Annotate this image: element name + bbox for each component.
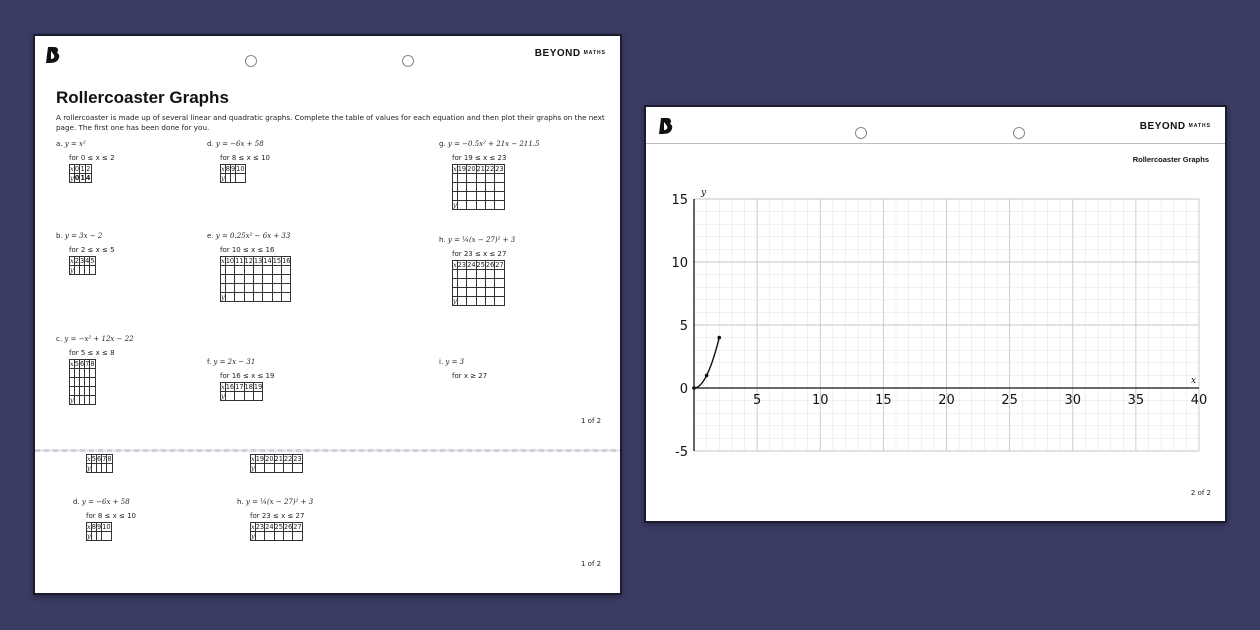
equation-text: y = −0.5x² + 21x − 211.5	[447, 140, 540, 148]
value-cell: 4	[85, 257, 90, 265]
answer-cell: 1	[80, 174, 85, 182]
answer-cell[interactable]	[476, 270, 485, 279]
punch-hole	[402, 55, 414, 67]
domain-range: for 5 ≤ x ≤ 8	[69, 349, 115, 357]
data-point	[692, 386, 696, 390]
problem-label: b.	[56, 232, 65, 240]
table-of-values	[86, 522, 112, 541]
table-row	[87, 464, 113, 473]
value-cell: 12	[244, 257, 253, 265]
y-tick-label: 0	[679, 382, 688, 397]
problem-label: a.	[56, 140, 65, 148]
answer-cell[interactable]	[467, 192, 476, 201]
value-cell: 6	[79, 360, 85, 368]
value-cell: 10	[236, 165, 245, 173]
coordinate-grid-chart	[646, 107, 1225, 521]
answer-cell[interactable]	[283, 464, 292, 473]
equation-text: y = ¼(x − 27)² + 3	[245, 498, 314, 506]
answer-cell[interactable]	[467, 183, 476, 192]
answer-cell[interactable]	[476, 174, 485, 183]
answer-cell[interactable]	[293, 532, 302, 541]
answer-cell[interactable]	[282, 284, 291, 293]
problem-label: e.	[207, 232, 216, 240]
x-tick-label: 40	[1190, 393, 1208, 408]
answer-cell[interactable]	[467, 297, 476, 306]
row-header: y	[453, 201, 457, 209]
problem-equation	[73, 498, 130, 506]
problem-equation	[439, 236, 515, 244]
domain-range: for 0 ≤ x ≤ 2	[69, 154, 115, 162]
y-tick-label: 15	[671, 193, 688, 208]
answer-cell[interactable]	[272, 293, 281, 302]
row-header: x	[453, 261, 457, 269]
equation-text: y = ¼(x − 27)² + 3	[447, 236, 516, 244]
answer-cell[interactable]	[263, 266, 272, 275]
value-cell: 7	[85, 360, 90, 368]
answer-cell[interactable]	[457, 183, 466, 192]
table-row	[221, 257, 291, 266]
row-header: y	[70, 266, 74, 274]
value-cell: 16	[282, 257, 291, 265]
answer-cell[interactable]	[265, 532, 274, 541]
problem-equation	[439, 358, 464, 366]
equation-text: y = −6x + 58	[81, 498, 130, 506]
answer-cell[interactable]	[485, 192, 494, 201]
page-number: 2 of 2	[1190, 489, 1211, 497]
answer-cell[interactable]	[457, 201, 466, 210]
answer-cell[interactable]	[265, 464, 274, 473]
value-cell: 1	[80, 165, 85, 173]
answer-cell[interactable]	[253, 392, 262, 401]
answer-cell[interactable]	[467, 288, 476, 297]
table-row	[70, 396, 96, 405]
answer-cell[interactable]	[476, 288, 485, 297]
value-cell: 27	[293, 523, 302, 531]
answer-cell[interactable]	[263, 284, 272, 293]
answer-cell[interactable]	[495, 297, 504, 306]
answer-cell[interactable]	[467, 270, 476, 279]
y-axis-label: y	[701, 188, 707, 198]
problem-label: f.	[207, 358, 214, 366]
answer-cell[interactable]	[457, 270, 466, 279]
answer-cell[interactable]	[236, 174, 245, 183]
value-cell: 5	[74, 360, 79, 368]
problem-equation	[439, 140, 539, 148]
domain-range: for 8 ≤ x ≤ 10	[86, 512, 136, 520]
table-of-values	[250, 522, 303, 541]
table-row	[453, 279, 505, 288]
equation-text: y = x²	[64, 140, 86, 148]
answer-cell[interactable]	[293, 464, 302, 473]
value-cell: 22	[283, 455, 293, 463]
row-header: x	[453, 165, 457, 173]
table-row	[221, 392, 263, 401]
value-cell: 17	[235, 383, 244, 391]
value-cell: 25	[476, 261, 485, 269]
row-header: x	[221, 257, 225, 265]
answer-cell[interactable]	[457, 174, 466, 183]
answer-cell[interactable]	[102, 532, 111, 541]
row-header: y	[70, 174, 74, 182]
answer-cell[interactable]	[495, 183, 504, 192]
punch-hole	[245, 55, 257, 67]
equation-text: y = 2x − 31	[213, 358, 256, 366]
problem-label: i.	[439, 358, 446, 366]
table-of-values	[452, 164, 505, 210]
answer-cell[interactable]	[485, 201, 494, 210]
domain-range: for 23 ≤ x ≤ 27	[250, 512, 305, 520]
answer-cell[interactable]	[476, 192, 485, 201]
table-row	[70, 266, 96, 275]
row-header: x	[87, 455, 91, 463]
answer-cell: 4	[85, 174, 91, 182]
x-tick-label: 35	[1127, 393, 1145, 408]
table-of-values	[220, 164, 246, 183]
value-cell: 8	[91, 523, 96, 531]
table-of-values	[69, 164, 92, 183]
answer-cell[interactable]	[485, 279, 494, 288]
answer-cell[interactable]	[244, 266, 253, 275]
answer-cell[interactable]	[253, 284, 262, 293]
brand-wordmark: BEYOND MATHS	[1139, 121, 1211, 132]
answer-cell[interactable]	[225, 284, 234, 293]
answer-cell[interactable]	[272, 284, 281, 293]
chart-page-title: Rollercoaster Graphs	[1132, 155, 1209, 164]
answer-cell[interactable]	[467, 279, 476, 288]
answer-cell[interactable]	[495, 174, 504, 183]
x-axis-label: x	[1191, 376, 1197, 386]
equation-text: y = 0.25x² − 6x + 33	[215, 232, 291, 240]
y-tick-label: -5	[675, 445, 688, 460]
answer-cell[interactable]	[457, 279, 466, 288]
table-row	[70, 369, 96, 378]
value-cell: 3	[79, 257, 85, 265]
answer-cell[interactable]	[495, 201, 504, 210]
value-cell: 14	[263, 257, 272, 265]
answer-cell[interactable]	[457, 288, 466, 297]
page-title: Rollercoaster Graphs	[56, 88, 229, 107]
table-row	[251, 455, 303, 464]
value-cell: 19	[253, 383, 263, 391]
y-tick-label: 5	[679, 319, 688, 334]
table-row	[453, 201, 505, 210]
answer-cell[interactable]	[235, 266, 244, 275]
row-header: x	[221, 165, 225, 173]
row-header: y	[453, 297, 457, 305]
value-cell: 23	[495, 165, 504, 173]
table-row	[70, 360, 96, 369]
value-cell: 26	[283, 523, 293, 531]
problem-label: d.	[73, 498, 82, 506]
equation-text: y = −6x + 58	[215, 140, 264, 148]
domain-range: for 2 ≤ x ≤ 5	[69, 246, 115, 254]
answer-cell[interactable]	[90, 378, 95, 387]
answer-cell[interactable]	[244, 392, 253, 401]
value-cell: 23	[293, 455, 302, 463]
value-cell: 20	[265, 455, 274, 463]
y-tick-label: 10	[671, 256, 688, 271]
problem-equation	[56, 335, 134, 343]
answer-cell[interactable]	[282, 293, 291, 302]
table-of-values	[250, 454, 303, 473]
table-row	[453, 165, 505, 174]
problem-equation	[207, 358, 255, 366]
equation-text: y = 3x − 2	[64, 232, 103, 240]
answer-cell[interactable]	[495, 270, 504, 279]
value-cell: 19	[457, 165, 467, 173]
problem-label: h.	[237, 498, 246, 506]
problem-label: c.	[56, 335, 65, 343]
table-row	[221, 293, 291, 302]
answer-cell[interactable]	[253, 266, 262, 275]
answer-cell[interactable]	[253, 293, 262, 302]
answer-cell[interactable]	[225, 266, 234, 275]
domain-range: for 23 ≤ x ≤ 27	[452, 250, 507, 258]
data-point	[705, 374, 709, 378]
x-tick-label: 10	[811, 393, 829, 408]
answer-cell[interactable]	[90, 369, 95, 378]
answer-cell[interactable]	[263, 293, 272, 302]
value-cell: 9	[230, 165, 236, 173]
value-cell: 10	[102, 523, 111, 531]
answer-cell[interactable]	[235, 284, 244, 293]
row-header: y	[221, 174, 225, 182]
answer-cell[interactable]	[495, 279, 504, 288]
table-row	[453, 183, 505, 192]
value-cell: 19	[255, 455, 265, 463]
table-row	[453, 192, 505, 201]
table-row	[221, 383, 263, 392]
table-row	[453, 174, 505, 183]
row-header: x	[251, 455, 255, 463]
value-cell: 8	[107, 455, 112, 463]
answer-cell[interactable]	[485, 270, 494, 279]
table-row	[221, 266, 291, 275]
value-cell: 10	[225, 257, 235, 265]
value-cell: 20	[467, 165, 476, 173]
row-header: y	[221, 293, 225, 301]
instructions: A rollercoaster is made up of several linear and quadratic graphs. Complete the table of values for each equation and then plot their graphs on the next page. The first one has been done for you.	[56, 113, 605, 132]
answer-cell[interactable]	[244, 275, 253, 284]
answer-cell[interactable]	[476, 279, 485, 288]
problem-equation	[237, 498, 313, 506]
answer-cell[interactable]	[282, 275, 291, 284]
domain-range: for x ≥ 27	[452, 372, 488, 380]
value-cell: 6	[96, 455, 102, 463]
table-of-values	[86, 454, 113, 473]
answer-cell: 0	[74, 174, 80, 182]
table-row	[70, 387, 96, 396]
table-row	[221, 174, 246, 183]
table-row	[221, 284, 291, 293]
table-row	[221, 165, 246, 174]
answer-cell[interactable]	[485, 174, 494, 183]
answer-cell[interactable]	[476, 297, 485, 306]
answer-cell[interactable]	[255, 464, 264, 473]
worksheet-page-1	[33, 34, 622, 595]
row-header: x	[87, 523, 91, 531]
answer-cell[interactable]	[225, 275, 234, 284]
value-cell: 2	[74, 257, 79, 265]
value-cell: 24	[265, 523, 274, 531]
table-row	[87, 455, 113, 464]
value-cell: 22	[485, 165, 495, 173]
problem-equation	[207, 232, 290, 240]
row-header: x	[70, 257, 74, 265]
row-header: y	[251, 464, 255, 472]
domain-range: for 16 ≤ x ≤ 19	[220, 372, 275, 380]
worksheet-page-2	[644, 105, 1227, 523]
problem-equation	[56, 232, 102, 240]
value-cell: 16	[225, 383, 235, 391]
table-row	[453, 270, 505, 279]
domain-range: for 8 ≤ x ≤ 10	[220, 154, 270, 162]
problem-label: h.	[439, 236, 448, 244]
answer-cell[interactable]	[253, 275, 262, 284]
table-of-values	[220, 256, 291, 302]
answer-cell[interactable]	[90, 266, 95, 275]
value-cell: 8	[90, 360, 95, 368]
value-cell: 9	[96, 523, 102, 531]
value-cell: 23	[255, 523, 265, 531]
value-cell: 5	[91, 455, 96, 463]
x-tick-label: 25	[1001, 393, 1018, 408]
row-header: y	[87, 532, 91, 540]
table-row	[453, 288, 505, 297]
equation-text: y = −x² + 12x − 22	[64, 335, 134, 343]
data-point	[717, 336, 721, 340]
problem-equation	[56, 140, 86, 148]
answer-cell[interactable]	[225, 392, 234, 401]
answer-cell[interactable]	[244, 284, 253, 293]
brand-wordmark: BEYOND MATHS	[534, 48, 606, 59]
answer-cell[interactable]	[274, 532, 283, 541]
table-row	[221, 275, 291, 284]
value-cell: 2	[86, 165, 91, 173]
table-row	[70, 174, 92, 183]
answer-cell[interactable]	[272, 275, 281, 284]
answer-cell[interactable]	[282, 266, 291, 275]
table-of-values	[452, 260, 505, 306]
page-number-underlying: 1 of 2	[581, 560, 602, 568]
domain-range: for 19 ≤ x ≤ 23	[452, 154, 507, 162]
answer-cell[interactable]	[235, 293, 244, 302]
value-cell: 26	[485, 261, 495, 269]
answer-cell[interactable]	[457, 192, 466, 201]
domain-range: for 10 ≤ x ≤ 16	[220, 246, 275, 254]
table-of-values	[69, 256, 96, 275]
value-cell: 15	[272, 257, 282, 265]
value-cell: 21	[274, 455, 283, 463]
value-cell: 7	[102, 455, 107, 463]
value-cell: 25	[274, 523, 283, 531]
row-header: x	[70, 165, 74, 173]
answer-cell[interactable]	[235, 392, 244, 401]
answer-cell[interactable]	[235, 275, 244, 284]
row-header: x	[221, 383, 225, 391]
x-tick-label: 20	[938, 393, 955, 408]
answer-cell[interactable]	[467, 174, 476, 183]
table-row	[453, 261, 505, 270]
answer-cell[interactable]	[485, 297, 494, 306]
answer-cell[interactable]	[90, 387, 95, 396]
table-row	[70, 257, 96, 266]
answer-cell[interactable]	[457, 297, 466, 306]
value-cell: 27	[495, 261, 504, 269]
equation-text: y = 3	[445, 358, 465, 366]
table-row	[87, 532, 112, 541]
table-row	[251, 523, 303, 532]
table-of-values	[69, 359, 96, 405]
answer-cell[interactable]	[467, 201, 476, 210]
page-edge	[35, 449, 620, 452]
value-cell: 21	[476, 165, 485, 173]
answer-cell[interactable]	[90, 396, 95, 405]
answer-cell[interactable]	[485, 288, 494, 297]
row-header: y	[221, 392, 225, 400]
answer-cell[interactable]	[485, 183, 494, 192]
beyond-logo-icon	[45, 46, 61, 64]
value-cell: 18	[244, 383, 253, 391]
table-row	[251, 464, 303, 473]
answer-cell[interactable]	[495, 192, 504, 201]
answer-cell[interactable]	[225, 293, 234, 302]
problem-label: d.	[207, 140, 216, 148]
answer-cell[interactable]	[283, 532, 292, 541]
table-row	[453, 297, 505, 306]
row-header: y	[70, 396, 74, 404]
value-cell: 23	[457, 261, 467, 269]
answer-cell[interactable]	[274, 464, 283, 473]
value-cell: 13	[253, 257, 263, 265]
table-row	[87, 523, 112, 532]
row-header: x	[70, 360, 74, 368]
x-tick-label: 30	[1064, 393, 1082, 408]
value-cell: 0	[74, 165, 80, 173]
row-header: x	[251, 523, 255, 531]
table-row	[70, 165, 92, 174]
table-row	[251, 532, 303, 541]
value-cell: 8	[225, 165, 230, 173]
answer-cell[interactable]	[495, 288, 504, 297]
answer-cell[interactable]	[272, 266, 281, 275]
value-cell: 24	[467, 261, 476, 269]
answer-cell[interactable]	[244, 293, 253, 302]
page-number: 1 of 2	[581, 417, 602, 425]
problem-equation	[207, 140, 264, 148]
answer-cell[interactable]	[107, 464, 112, 473]
value-cell: 5	[90, 257, 95, 265]
value-cell: 11	[235, 257, 244, 265]
answer-cell[interactable]	[476, 183, 485, 192]
table-row	[70, 378, 96, 387]
x-tick-label: 15	[875, 393, 892, 408]
table-of-values	[220, 382, 263, 401]
answer-cell[interactable]	[263, 275, 272, 284]
x-tick-label: 5	[752, 393, 762, 408]
row-header: y	[87, 464, 91, 472]
answer-cell[interactable]	[255, 532, 264, 541]
problem-label: g.	[439, 140, 448, 148]
row-header: y	[251, 532, 255, 540]
answer-cell[interactable]	[476, 201, 485, 210]
